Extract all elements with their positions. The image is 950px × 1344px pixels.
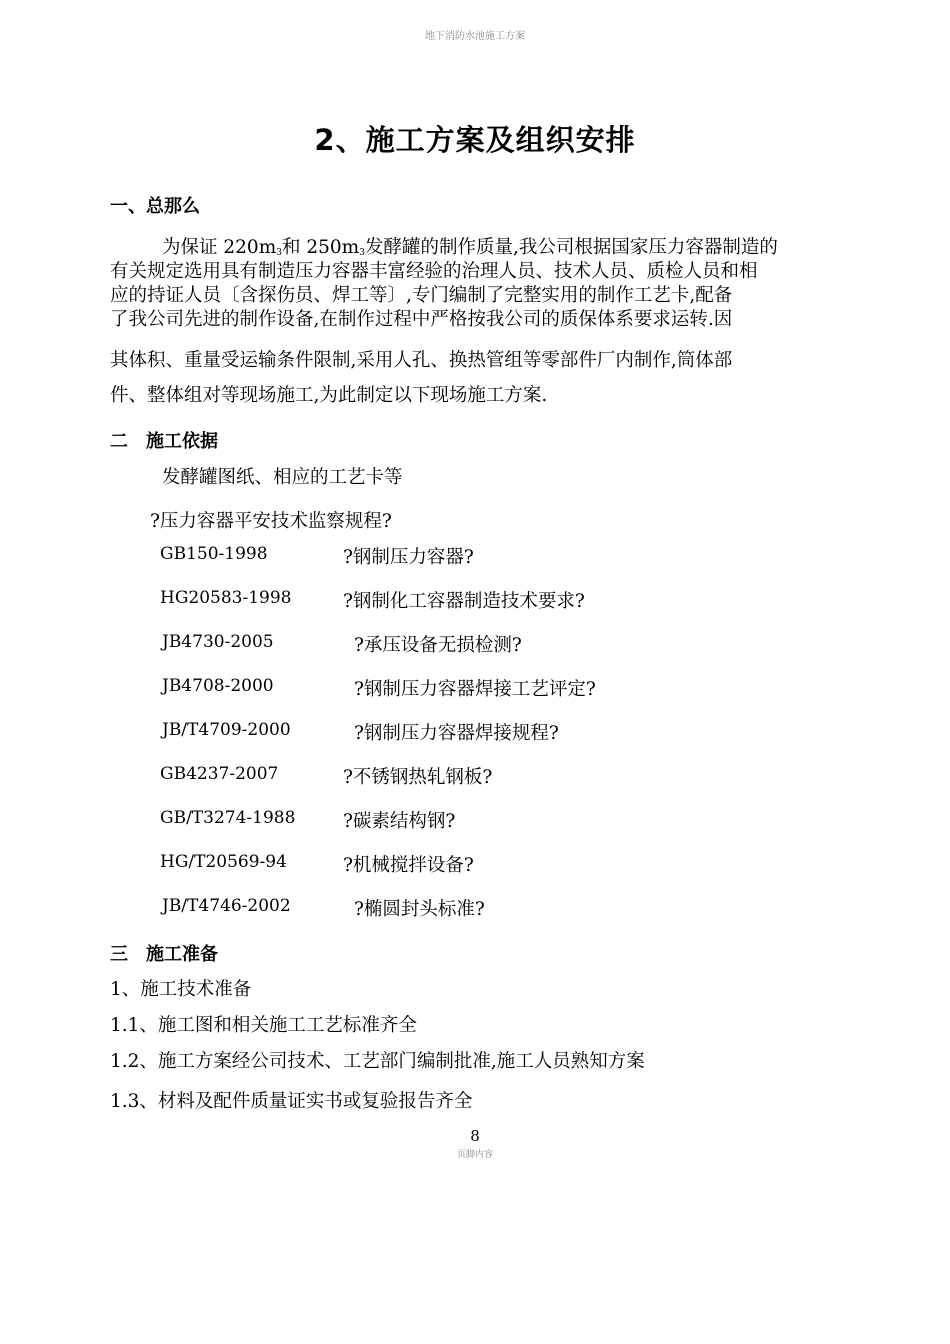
paragraph-line: 应的持证人员〔含探伤员、焊工等〕,专门编制了完整实用的制作工艺卡,配备 (110, 285, 733, 306)
section-heading-basis: 二 施工依据 (110, 431, 218, 452)
preparation-item: 1.2、施工方案经公司技术、工艺部门编制批准,施工人员熟知方案 (110, 1051, 645, 1072)
paragraph-line: 件、整体组对等现场施工,为此制定以下现场施工方案. (110, 385, 548, 406)
standard-code: GB150-1998 (160, 544, 268, 564)
standard-code: JB4730-2005 (162, 632, 274, 652)
standard-name: ?椭圆封头标准? (354, 899, 485, 920)
standard-name: ?钢制化工容器制造技术要求? (343, 591, 585, 612)
unit-superscript: 3 (276, 248, 282, 258)
standard-name: ?钢制压力容器焊接工艺评定? (354, 679, 596, 700)
unit-superscript: 3 (359, 248, 365, 258)
standard-code: HG/T20569-94 (160, 852, 287, 872)
paragraph-line (162, 233, 778, 259)
page-header: 地下消防水池施工方案 (425, 31, 525, 42)
standard-name: ?承压设备无损检测? (354, 635, 522, 656)
standard-name: ?钢制压力容器焊接规程? (354, 723, 559, 744)
paragraph-text: 和 250m (281, 237, 360, 258)
standard-name: ?钢制压力容器? (343, 547, 474, 568)
section-heading-general: 一、总那么 (110, 196, 200, 217)
standard-name: ?不锈钢热轧钢板? (343, 767, 493, 788)
basis-line: 发酵罐图纸、相应的工艺卡等 (162, 467, 403, 488)
standard-code: JB/T4746-2002 (162, 896, 291, 916)
standard-code: HG20583-1998 (160, 588, 292, 608)
standard-code: GB4237-2007 (160, 764, 279, 784)
standard-code: GB/T3274-1988 (160, 808, 296, 828)
preparation-item: 1、施工技术准备 (110, 979, 252, 1000)
preparation-item: 1.1、施工图和相关施工工艺标准齐全 (110, 1015, 417, 1036)
basis-line: ?压力容器平安技术监察规程? (150, 511, 392, 532)
paragraph-line: 有关规定选用具有制造压力容器丰富经验的治理人员、技术人员、质检人员和相 (110, 261, 758, 282)
paragraph-line: 了我公司先进的制作设备,在制作过程中严格按我公司的质保体系要求运转.因 (110, 309, 733, 330)
paragraph-text: 发酵罐的制作质量,我公司根据国家压力容器制造的 (364, 237, 778, 258)
standard-code: JB4708-2000 (162, 676, 274, 696)
preparation-item: 1.3、材料及配件质量证实书或复验报告齐全 (110, 1091, 473, 1112)
page-number: 8 (470, 1127, 480, 1145)
paragraph-text: 为保证 220m (162, 237, 277, 258)
paragraph-line: 其体积、重量受运输条件限制,采用人孔、换热管组等零部件厂内制作,筒体部 (110, 350, 733, 371)
standard-name: ?机械搅拌设备? (343, 855, 474, 876)
page-footer: 页脚内容 (456, 1150, 493, 1160)
standard-code: JB/T4709-2000 (162, 720, 291, 740)
section-heading-preparation: 三 施工准备 (110, 944, 218, 965)
page-title: 2、施工方案及组织安排 (314, 123, 636, 157)
standard-name: ?碳素结构钢? (343, 811, 456, 832)
